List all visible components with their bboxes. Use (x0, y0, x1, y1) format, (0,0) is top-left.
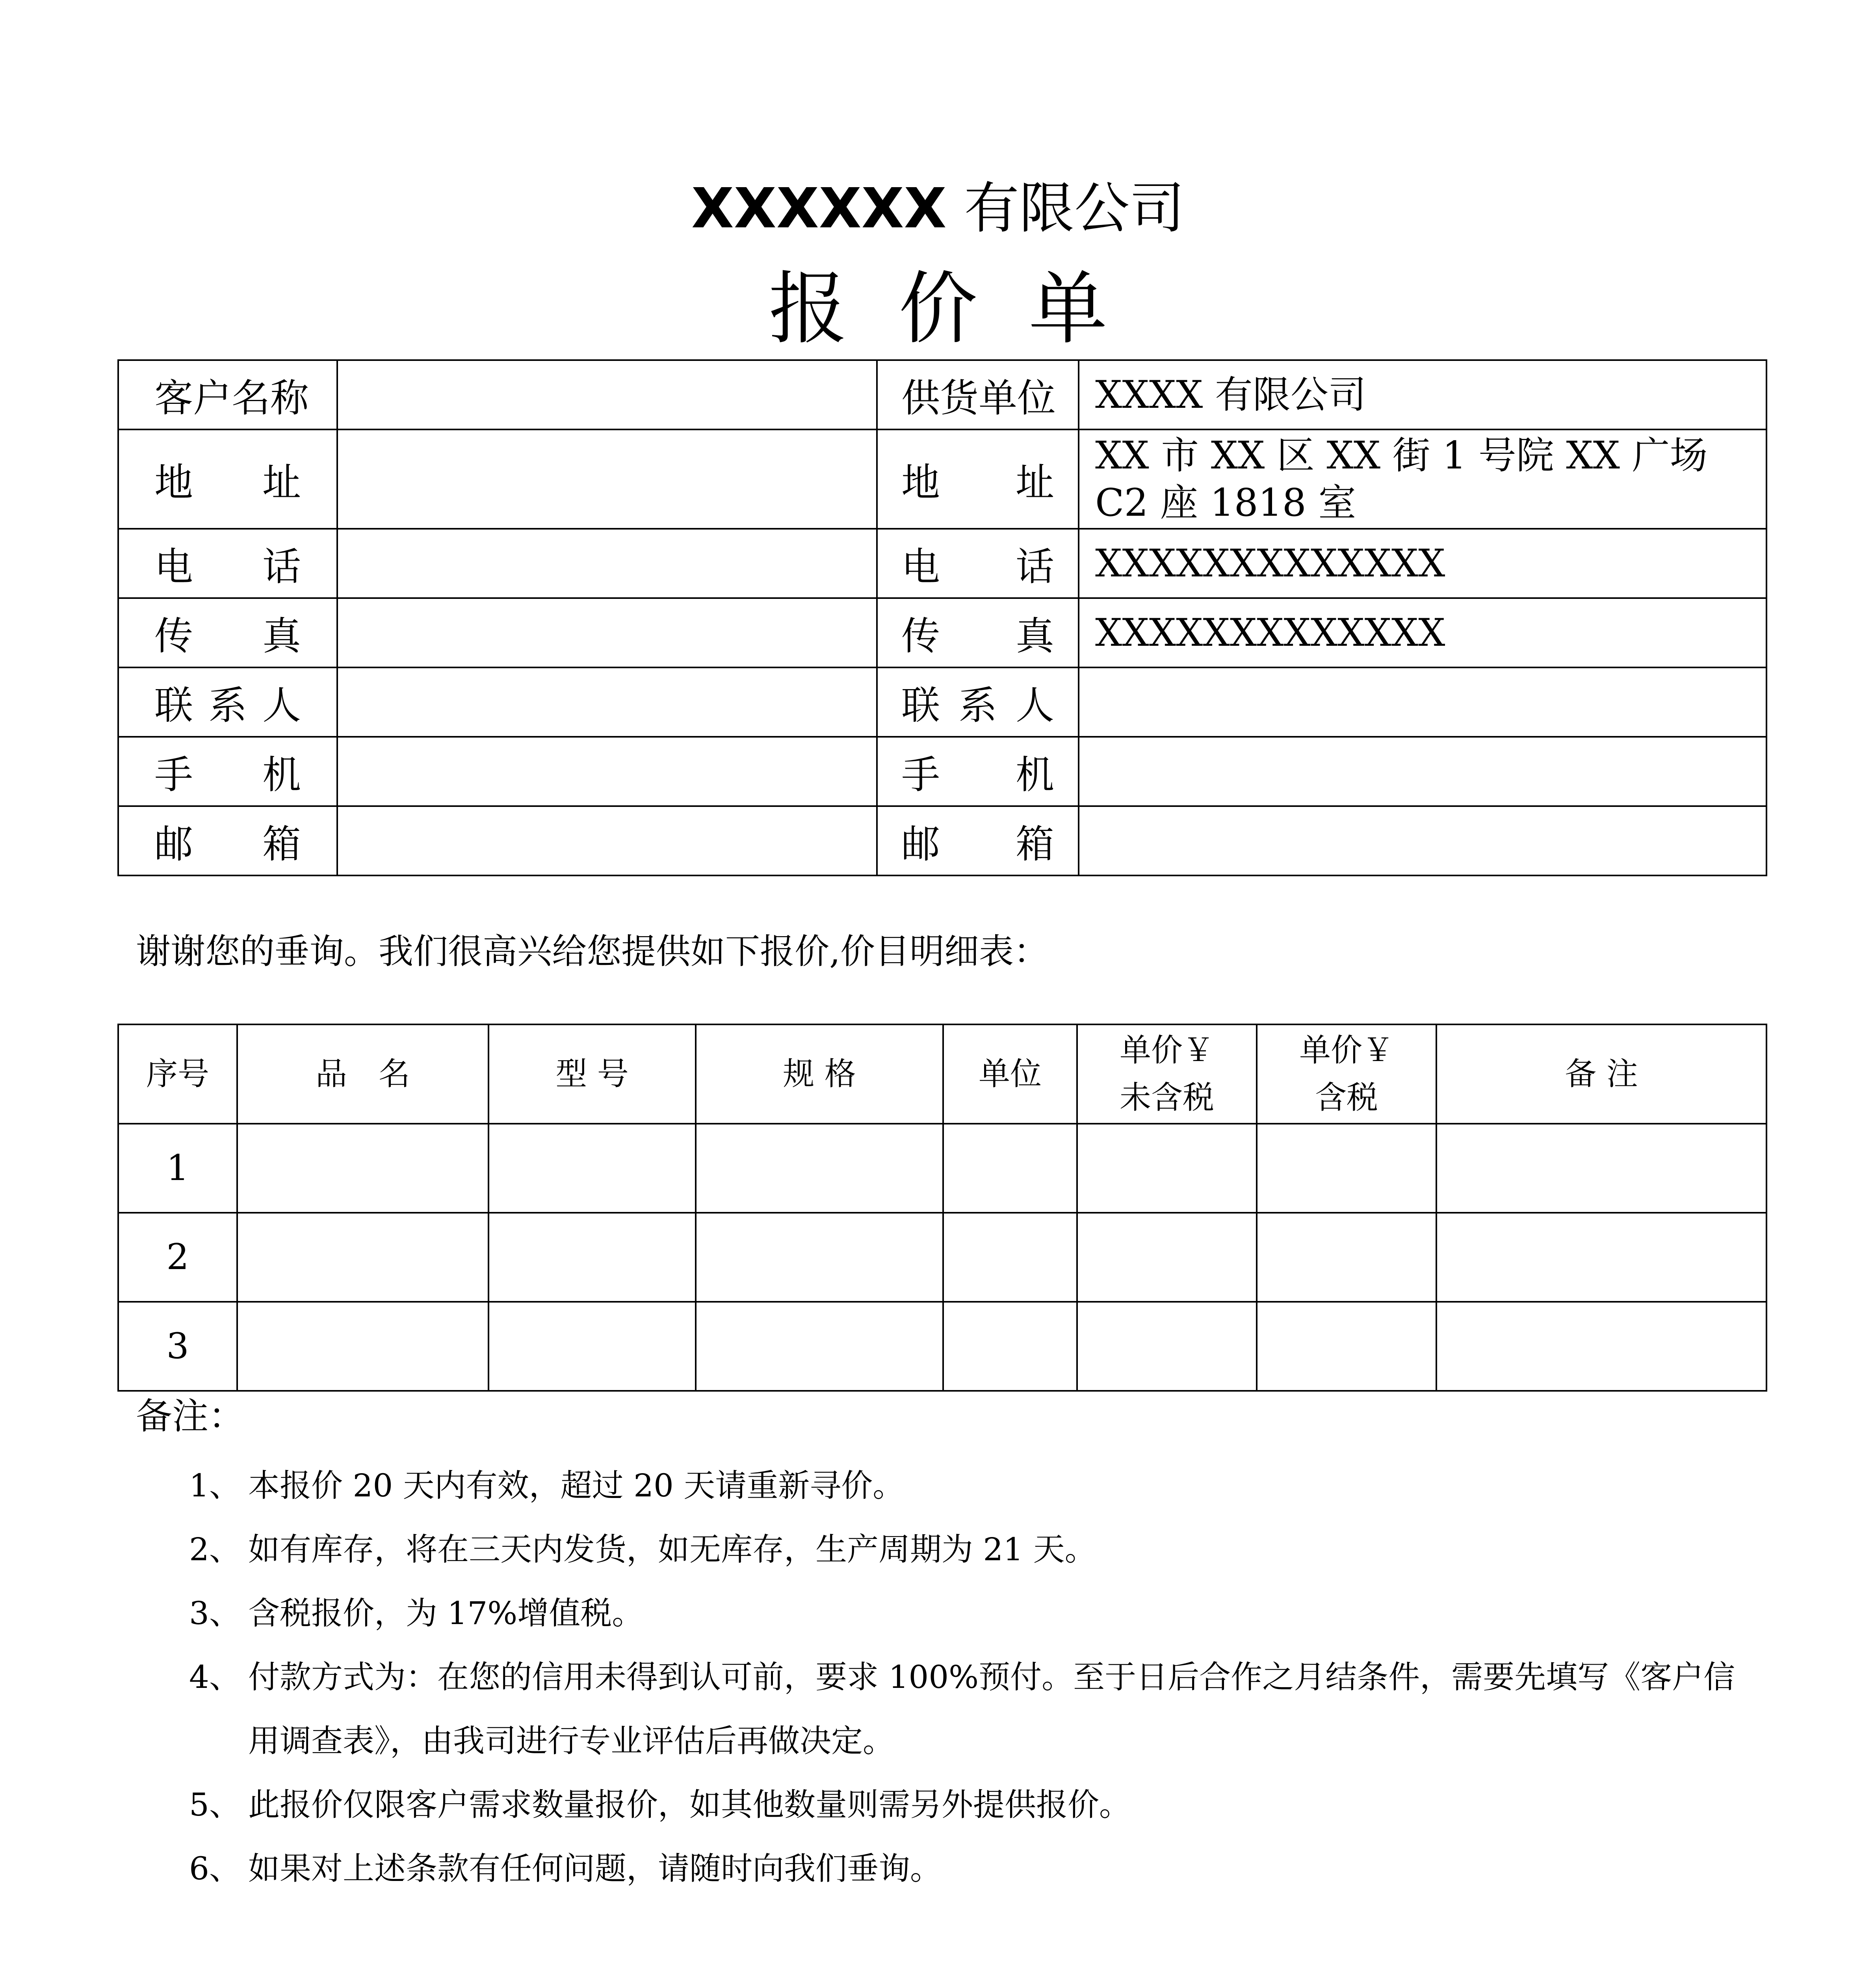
row-product-name[interactable] (237, 1213, 489, 1302)
company-name-suffix: 有限公司 (964, 177, 1185, 241)
row-price-excl-tax[interactable] (1077, 1124, 1257, 1213)
list-item (189, 1454, 1749, 1518)
supplier-value[interactable]: XXXX 有限公司 (1079, 360, 1766, 429)
note-number: 1、 (189, 1467, 241, 1504)
notes-heading: 备注： (136, 1395, 245, 1437)
row-seq: 2 (118, 1213, 237, 1302)
info-label-cell (877, 360, 1079, 429)
list-item (189, 1582, 1749, 1645)
info-row (118, 667, 1766, 737)
customer-fax-label: 传真 (154, 613, 301, 659)
supplier-address-label: 地址 (901, 460, 1054, 505)
customer-name-value[interactable] (337, 360, 877, 429)
customer-address-value[interactable] (337, 429, 877, 529)
company-name-bold: XXXXXX (691, 177, 947, 241)
supplier-mobile-label: 手机 (901, 752, 1054, 797)
supplier-phone-label: 电话 (901, 544, 1054, 589)
customer-phone-value[interactable] (337, 529, 877, 598)
customer-address-label: 地址 (154, 460, 301, 505)
company-title (0, 173, 1876, 244)
supplier-phone-value[interactable]: XXXXXXXXXXXXX (1079, 529, 1766, 598)
items-table (117, 1024, 1767, 1392)
customer-mobile-label: 手机 (154, 752, 301, 797)
note-text: 如有库存，将在三天内发货，如无库存，生产周期为 21 天。 (248, 1531, 1096, 1568)
document-title: 报价单 (768, 263, 1159, 355)
info-row (118, 737, 1766, 806)
info-label-cell (118, 667, 337, 737)
row-model[interactable] (489, 1213, 696, 1302)
row-seq: 3 (118, 1302, 237, 1391)
note-number: 3、 (189, 1595, 241, 1632)
note-number: 5、 (189, 1786, 241, 1823)
header-model: 型 号 (489, 1024, 696, 1124)
row-unit[interactable] (943, 1213, 1077, 1302)
row-price-incl-tax[interactable] (1257, 1302, 1436, 1391)
supplier-fax-value[interactable]: XXXXXXXXXXXXX (1079, 598, 1766, 667)
note-number: 6、 (189, 1850, 241, 1887)
supplier-fax-label: 传真 (901, 613, 1054, 659)
header-unit: 单位 (943, 1024, 1077, 1124)
row-price-excl-tax[interactable] (1077, 1302, 1257, 1391)
info-label-cell (877, 429, 1079, 529)
supplier-address-value[interactable]: XX 市 XX 区 XX 街 1 号院 XX 广场 C2 座 1818 室 (1079, 429, 1766, 529)
note-number: 4、 (189, 1659, 241, 1695)
row-unit[interactable] (943, 1302, 1077, 1391)
note-text: 本报价 20 天内有效，超过 20 天请重新寻价。 (248, 1467, 905, 1504)
customer-contact-label: 联系人 (154, 683, 301, 728)
info-label-cell (118, 429, 337, 529)
note-number: 2、 (189, 1531, 241, 1568)
note-text: 此报价仅限客户需求数量报价，如其他数量则需另外提供报价。 (248, 1786, 1131, 1823)
supplier-mobile-value[interactable] (1079, 737, 1766, 806)
info-label-cell (877, 667, 1079, 737)
row-remarks[interactable] (1436, 1124, 1766, 1213)
items-header-row (118, 1024, 1766, 1124)
note-text: 含税报价，为 17%增值税。 (248, 1595, 644, 1632)
header-price-incl-tax: 单价￥ 含税 (1257, 1024, 1436, 1124)
info-row (118, 529, 1766, 598)
customer-mobile-value[interactable] (337, 737, 877, 806)
customer-phone-label: 电话 (154, 544, 301, 589)
info-row (118, 360, 1766, 429)
header-product-name: 品 名 (237, 1024, 489, 1124)
info-table (117, 359, 1767, 876)
header-seq: 序号 (118, 1024, 237, 1124)
supplier-contact-label: 联系人 (901, 683, 1054, 728)
customer-email-value[interactable] (337, 806, 877, 875)
info-label-cell (118, 737, 337, 806)
row-spec[interactable] (696, 1302, 943, 1391)
header-price-excl-tax: 单价￥ 未含税 (1077, 1024, 1257, 1124)
row-unit[interactable] (943, 1124, 1077, 1213)
row-product-name[interactable] (237, 1124, 489, 1213)
intro-text: 谢谢您的垂询。我们很高兴给您提供如下报价,价目明细表： (136, 931, 1048, 972)
table-row (118, 1302, 1766, 1391)
info-label-cell (877, 737, 1079, 806)
customer-name-label: 客户名称 (154, 375, 309, 421)
table-row (118, 1124, 1766, 1213)
info-row (118, 429, 1766, 529)
info-label-cell (877, 806, 1079, 875)
supplier-label: 供货单位 (901, 375, 1056, 421)
table-row (118, 1213, 1766, 1302)
info-row (118, 806, 1766, 875)
info-label-cell (118, 598, 337, 667)
list-item (189, 1837, 1749, 1901)
customer-fax-value[interactable] (337, 598, 877, 667)
row-price-excl-tax[interactable] (1077, 1213, 1257, 1302)
row-model[interactable] (489, 1124, 696, 1213)
info-label-cell (877, 529, 1079, 598)
list-item (189, 1773, 1749, 1837)
info-label-cell (877, 598, 1079, 667)
info-label-cell (118, 806, 337, 875)
list-item (189, 1645, 1749, 1773)
row-remarks[interactable] (1436, 1213, 1766, 1302)
notes-list (189, 1454, 1749, 1901)
row-product-name[interactable] (237, 1302, 489, 1391)
supplier-email-value[interactable] (1079, 806, 1766, 875)
row-price-incl-tax[interactable] (1257, 1124, 1436, 1213)
info-row (118, 598, 1766, 667)
row-spec[interactable] (696, 1213, 943, 1302)
note-text: 如果对上述条款有任何问题，请随时向我们垂询。 (248, 1850, 942, 1887)
info-label-cell (118, 529, 337, 598)
info-label-cell (118, 360, 337, 429)
row-price-incl-tax[interactable] (1257, 1213, 1436, 1302)
customer-email-label: 邮箱 (154, 821, 301, 867)
row-seq: 1 (118, 1124, 237, 1213)
customer-contact-value[interactable] (337, 667, 877, 737)
row-model[interactable] (489, 1302, 696, 1391)
header-remarks: 备 注 (1436, 1024, 1766, 1124)
supplier-email-label: 邮箱 (901, 821, 1054, 867)
row-spec[interactable] (696, 1124, 943, 1213)
supplier-contact-value[interactable] (1079, 667, 1766, 737)
note-text: 付款方式为：在您的信用未得到认可前，要求 100%预付。至于日后合作之月结条件，需要先填写《客户信用调查表》，由我司进行专业评估后再做决定。 (248, 1659, 1735, 1759)
list-item (189, 1518, 1749, 1582)
header-spec: 规 格 (696, 1024, 943, 1124)
row-remarks[interactable] (1436, 1302, 1766, 1391)
